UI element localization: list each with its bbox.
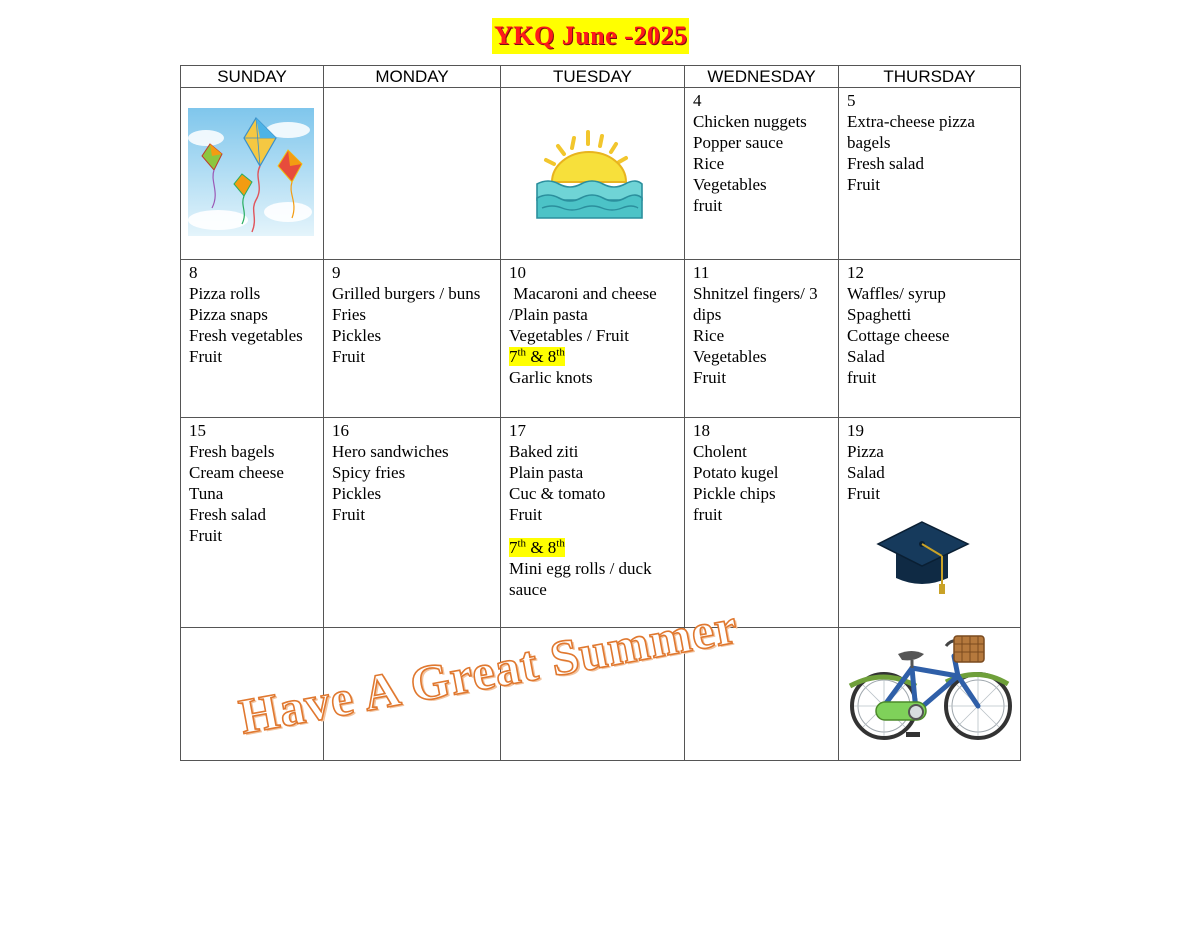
cell-week3-wednesday <box>685 418 839 628</box>
menu-item: Hero sandwiches <box>332 442 449 461</box>
menu-item: Vegetables <box>693 347 767 366</box>
menu-item: Pizza <box>847 442 884 461</box>
day-number: 10 <box>509 263 526 282</box>
menu-item: Salad <box>847 347 885 366</box>
menu-item: Fresh salad <box>189 505 266 524</box>
menu-item: /Plain pasta <box>509 305 588 324</box>
menu-item: Spaghetti <box>847 305 912 324</box>
day-number: 8 <box>189 263 198 282</box>
cell-week1-thursday <box>839 88 1021 260</box>
day-number: 12 <box>847 263 864 282</box>
menu-item: Extra-cheese pizza <box>847 112 975 131</box>
menu-item: Garlic knots <box>509 368 593 387</box>
menu-item: Fruit <box>189 526 223 545</box>
menu-item: Chicken nuggets <box>693 112 807 131</box>
menu-item: Pickles <box>332 484 382 503</box>
menu-item: Fruit <box>332 347 366 366</box>
day-number: 17 <box>509 421 526 440</box>
menu-item: Grilled burgers / buns <box>332 284 481 303</box>
menu-item: fruit <box>693 505 723 524</box>
menu-item: fruit <box>693 196 723 215</box>
menu-item: Spicy fries <box>332 463 406 482</box>
header-monday: MONDAY <box>324 66 501 88</box>
menu-item: Fresh bagels <box>189 442 275 461</box>
menu-item: fruit <box>847 368 877 387</box>
cell-week2-sunday <box>181 260 324 418</box>
menu-item: Plain pasta <box>509 463 584 482</box>
menu-item: Fruit <box>332 505 366 524</box>
day-number: 9 <box>332 263 341 282</box>
menu-item: Cuc & tomato <box>509 484 606 503</box>
cell-week2-thursday <box>839 260 1021 418</box>
header-sunday: SUNDAY <box>181 66 324 88</box>
menu-item: Fresh salad <box>847 154 924 173</box>
menu-item: Pickle chips <box>693 484 776 503</box>
menu-item: dips <box>693 305 722 324</box>
menu-item: Pizza snaps <box>189 305 268 324</box>
cell-week3-sunday <box>181 418 324 628</box>
menu-item: Cream cheese <box>189 463 284 482</box>
kites-icon <box>188 108 314 236</box>
spacer <box>509 525 684 537</box>
week-row-2 <box>181 260 1021 418</box>
menu-item: Waffles/ syrup <box>847 284 946 303</box>
day-number: 4 <box>693 91 702 110</box>
menu-item: Potato kugel <box>693 463 779 482</box>
weekday-header-row <box>181 66 1021 88</box>
cell-week3-tuesday <box>501 418 685 628</box>
menu-item: Popper sauce <box>693 133 784 152</box>
cell-week1-monday <box>324 88 501 260</box>
menu-item: sauce <box>509 580 547 599</box>
day-number: 11 <box>693 263 710 282</box>
menu-item: Cottage cheese <box>847 326 950 345</box>
menu-item: Fruit <box>847 175 881 194</box>
grade-note <box>509 346 684 367</box>
menu-item: Tuna <box>189 484 224 503</box>
menu-item: bagels <box>847 133 891 152</box>
menu-item: Rice <box>693 326 725 345</box>
menu-item: Cholent <box>693 442 747 461</box>
menu-item: Shnitzel fingers/ 3 <box>693 284 818 303</box>
cell-week2-tuesday <box>501 260 685 418</box>
cell-week2-wednesday <box>685 260 839 418</box>
menu-item: Vegetables <box>693 175 767 194</box>
day-number: 18 <box>693 421 710 440</box>
menu-item: Mini egg rolls / duck <box>509 559 652 578</box>
menu-item: Fruit <box>693 368 727 387</box>
grade-highlight: 7th & 8th <box>509 537 565 557</box>
header-wednesday: WEDNESDAY <box>685 66 839 88</box>
menu-item: Fresh vegetables <box>189 326 303 345</box>
menu-item: Fruit <box>847 484 881 503</box>
menu-item: Fruit <box>509 505 543 524</box>
cell-week2-monday <box>324 260 501 418</box>
header-tuesday: TUESDAY <box>501 66 685 88</box>
header-thursday: THURSDAY <box>839 66 1021 88</box>
cell-week1-wednesday <box>685 88 839 260</box>
day-number: 5 <box>847 91 856 110</box>
graduation-cap-icon <box>876 520 970 596</box>
menu-item: Pickles <box>332 326 382 345</box>
cell-week3-monday <box>324 418 501 628</box>
summer-banner: Have A Great Summer <box>234 597 743 745</box>
day-number: 16 <box>332 421 349 440</box>
page-title: YKQ June -2025 <box>492 18 689 54</box>
menu-item: Baked ziti <box>509 442 579 461</box>
menu-item: Vegetables / Fruit <box>509 326 629 345</box>
bicycle-icon <box>846 628 1014 748</box>
menu-item: Macaroni and cheese <box>509 284 657 303</box>
menu-item: Fruit <box>189 347 223 366</box>
day-number: 15 <box>189 421 206 440</box>
grade-highlight: 7th & 8th <box>509 346 565 366</box>
menu-item: Salad <box>847 463 885 482</box>
menu-item: Rice <box>693 154 725 173</box>
sun-over-waves-icon <box>534 128 644 222</box>
day-number: 19 <box>847 421 864 440</box>
grade-note <box>509 537 684 558</box>
menu-item: Fries <box>332 305 366 324</box>
menu-item: Pizza rolls <box>189 284 261 303</box>
